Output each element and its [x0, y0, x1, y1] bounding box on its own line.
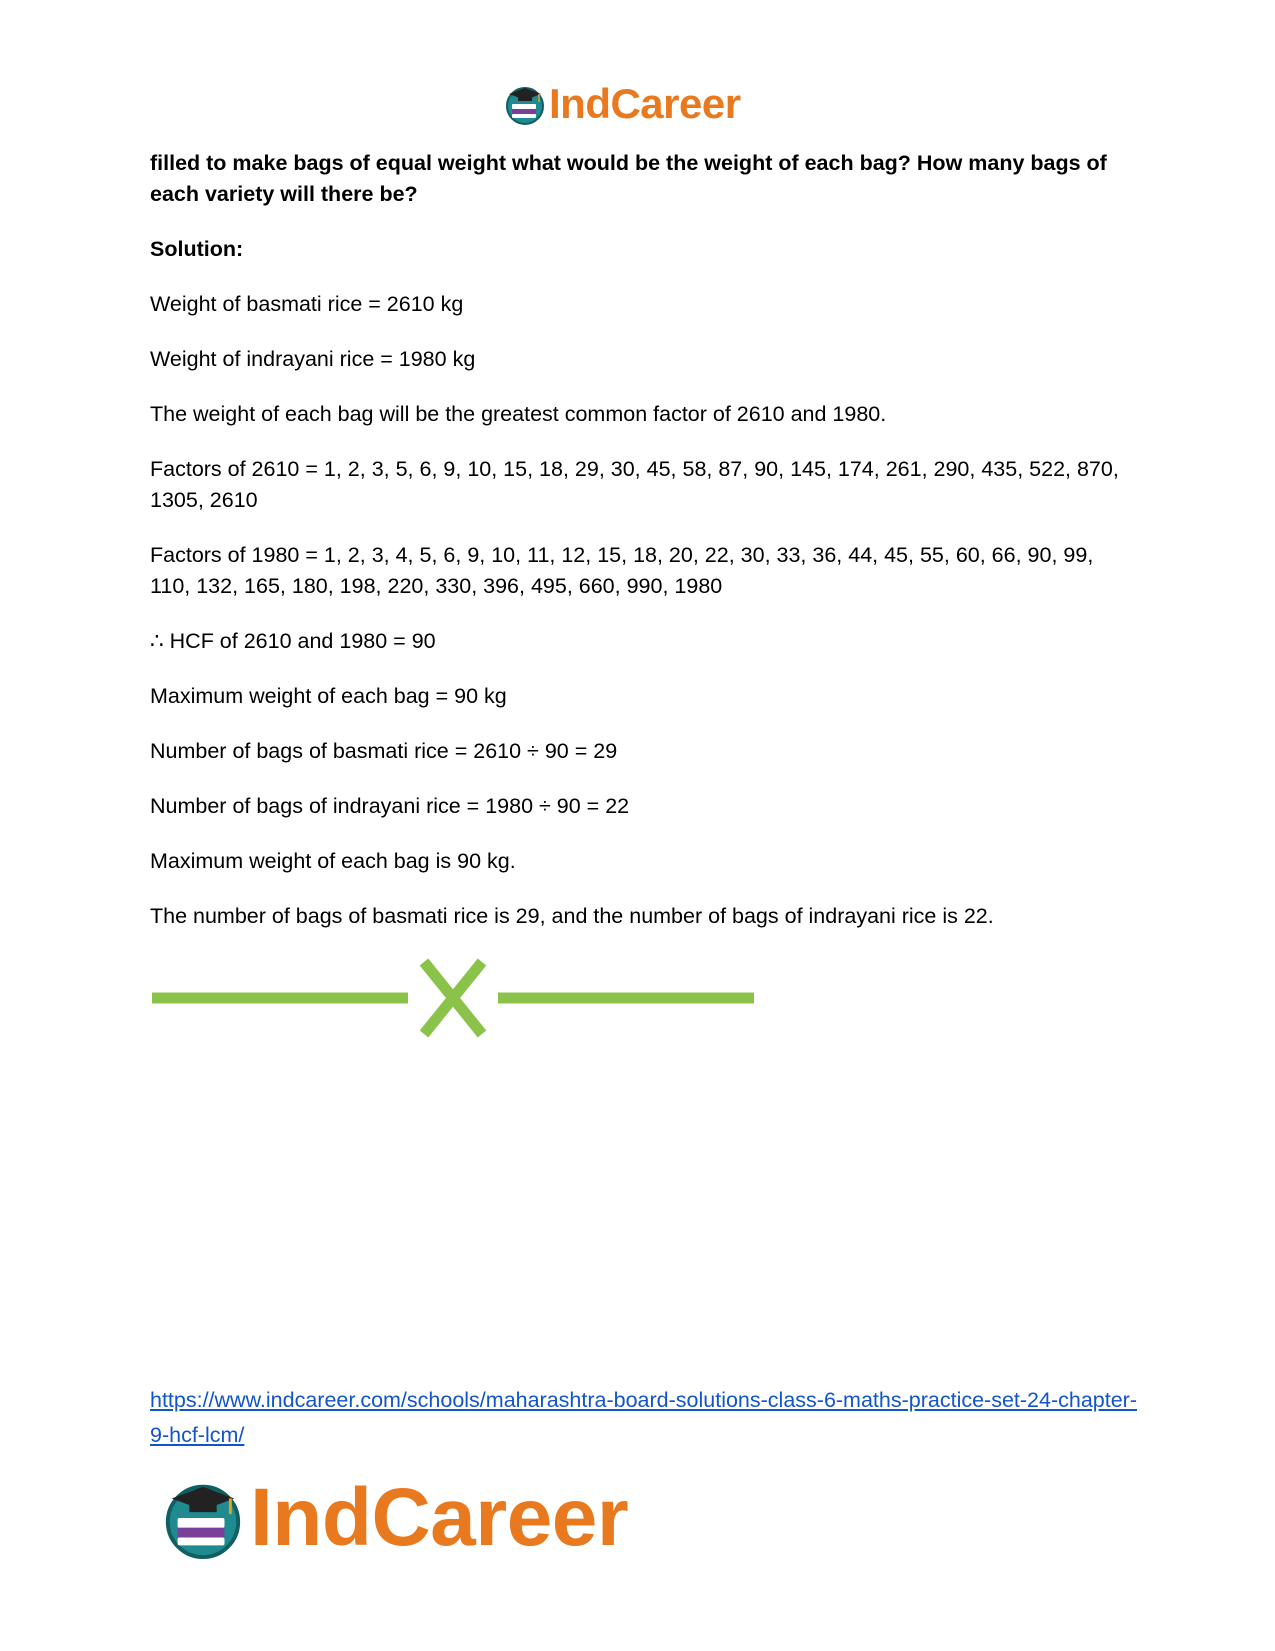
solution-heading: Solution:	[150, 237, 244, 261]
solution-line: Maximum weight of each bag = 90 kg	[150, 684, 507, 708]
solution-line: Factors of 2610 = 1, 2, 3, 5, 6, 9, 10, 15, 18, 29, 30, 45, 58, 87, 90, 145, 174, 261, 290, 435, 522, 870, 1305, 2610	[150, 457, 1119, 512]
solution-line: The weight of each bag will be the greatest common factor of 2610 and 1980.	[150, 402, 887, 426]
solution-line: Number of bags of basmati rice = 2610 ÷ 90 = 29	[150, 739, 618, 763]
section-divider	[150, 958, 760, 1038]
solution-line: Number of bags of indrayani rice = 1980 ÷ 90 = 22	[150, 794, 630, 818]
logo-text: IndCareer	[549, 80, 741, 127]
solution-line: Maximum weight of each bag is 90 kg.	[150, 849, 516, 873]
solution-line: Weight of indrayani rice = 1980 kg	[150, 347, 476, 371]
solution-line: ∴ HCF of 2610 and 1980 = 90	[150, 629, 436, 653]
document-body	[150, 148, 1130, 956]
question-text: filled to make bags of equal weight what would be the weight of each bag? How many bags of each variety will there be?	[150, 151, 1107, 206]
solution-line: Weight of basmati rice = 2610 kg	[150, 292, 464, 316]
source-link[interactable]: https://www.indcareer.com/schools/maharashtra-board-solutions-class-6-maths-practice-set-24-chapter-9-hcf-lcm/	[150, 1388, 1137, 1447]
solution-line: The number of bags of basmati rice is 29, and the number of bags of indrayani rice is 22.	[150, 904, 994, 928]
footer-logo	[160, 1472, 628, 1564]
logo-text: IndCareer	[250, 1472, 629, 1563]
header-logo	[503, 80, 741, 128]
graduation-book-icon	[503, 82, 547, 126]
graduation-book-icon	[160, 1475, 246, 1561]
solution-line: Factors of 1980 = 1, 2, 3, 4, 5, 6, 9, 10, 11, 12, 15, 18, 20, 22, 30, 33, 36, 44, 45, 55, 60, 66, 90, 99, 110, 132, 165, 180, 198, 220, 330, 396, 495, 660, 990, 1980	[150, 543, 1094, 598]
